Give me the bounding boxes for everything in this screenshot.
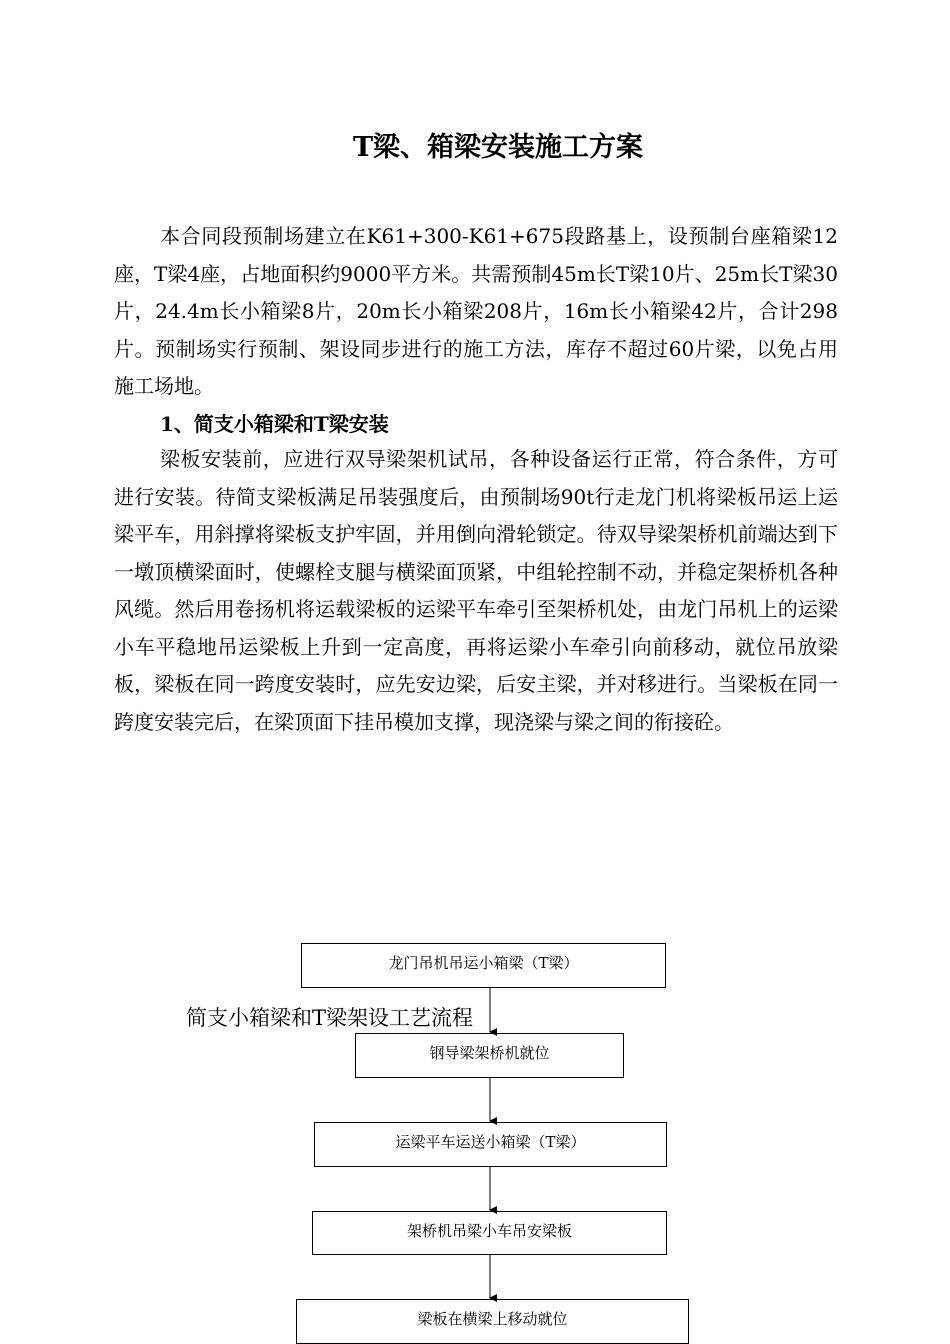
document-title: T梁、箱梁安装施工方案 bbox=[352, 132, 644, 163]
section-heading: 1、简支小箱梁和T梁安装 bbox=[160, 412, 389, 436]
flow-step-3: 运梁平车运送小箱梁（T梁） bbox=[314, 1122, 667, 1167]
flowchart-title: 简支小箱梁和T梁架设工艺流程 bbox=[186, 1006, 474, 1030]
intro-paragraph: 本合同段预制场建立在K61+300-K61+675段路基上，设预制台座箱梁12座，T梁4座，占地面积约9000平方米。共需预制45m长T梁10片、25m长T梁30片，24.4m长小箱梁8片，20m长小箱梁208片，16m长小箱梁42片，合计298片。预制场实行预制、架设同步进行的施工方法，库存不超过60片梁，以免占用施工场地。 bbox=[114, 224, 838, 398]
flow-step-1: 龙门吊机吊运小箱梁（T梁） bbox=[301, 943, 666, 988]
flow-step-2: 钢导梁架桥机就位 bbox=[355, 1033, 624, 1078]
installation-paragraph: 梁板安装前，应进行双导梁架机试吊，各种设备运行正常，符合条件，方可进行安装。待简支梁板满足吊装强度后，由预制场90t行走龙门机将梁板吊运上运梁平车，用斜撑将梁板支护牢固，并用倒向滑轮锁定。待双导梁架桥机前端达到下一墩顶横梁面时，使螺栓支腿与横梁面顶紧，中组轮控制不动，并稳定架桥机各种风缆。然后用卷扬机将运载梁板的运梁平车牵引至架桥机处，由龙门吊机上的运梁小车平稳地吊运梁板上升到一定高度，再将运梁小车牵引向前移动，就位吊放梁板，梁板在同一跨度安装时，应先安边梁，后安主梁，并对移进行。当梁板在同一跨度安装完后，在梁顶面下挂吊模加支撑，现浇梁与梁之间的衔接砼。 bbox=[114, 447, 838, 734]
flow-step-4: 架桥机吊梁小车吊安梁板 bbox=[312, 1211, 667, 1255]
flow-step-5: 梁板在横梁上移动就位 bbox=[296, 1299, 689, 1344]
